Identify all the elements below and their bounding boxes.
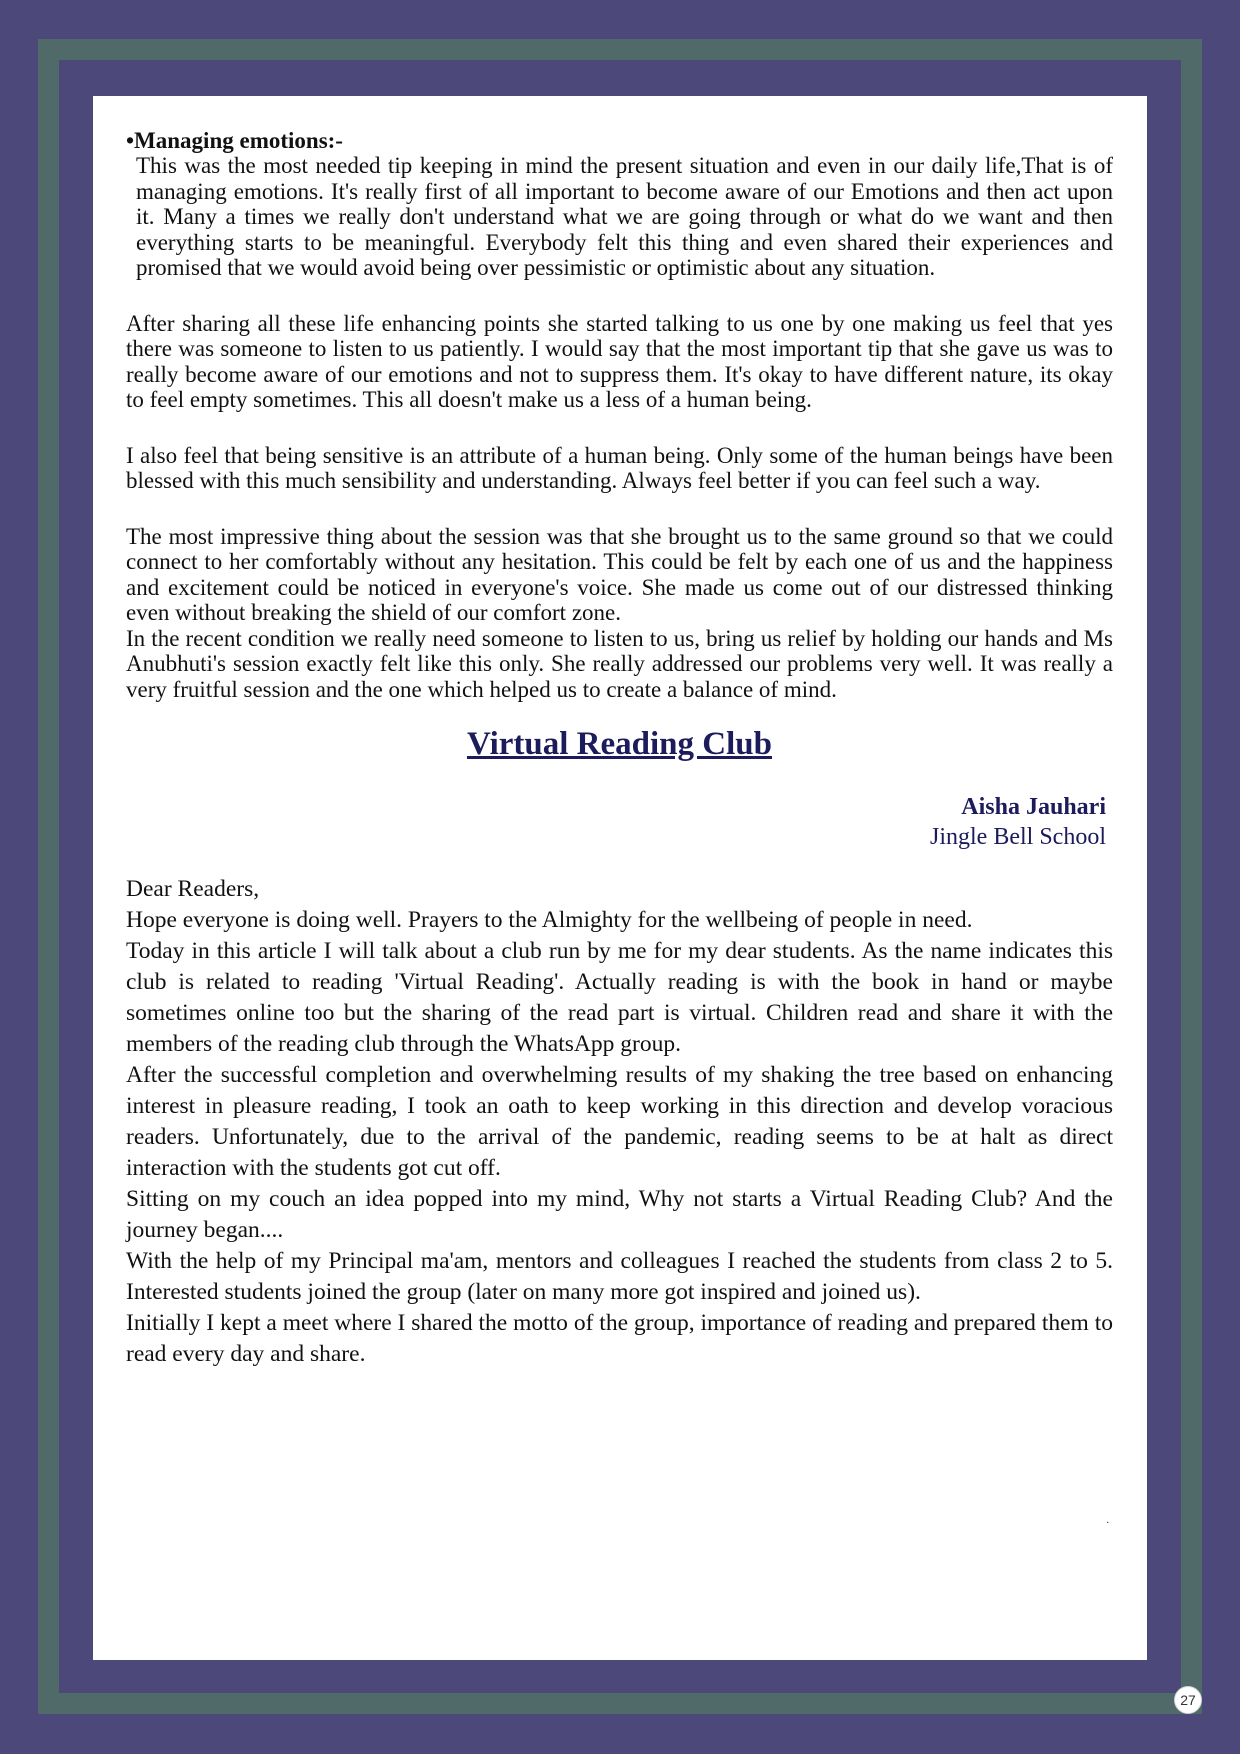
paragraph-impressive-session: The most impressive thing about the session was that she brought us to the same ground so that we could connect to her comfortably without any hesitation. This could be felt by each one of us and the happiness and excitement could be noticed in everyone's voice. She made us come out of our distressed thinking even without breaking the shield of our comfort zone.	[126, 523, 1113, 625]
paragraph-recent-condition: In the recent condition we really need someone to listen to us, bring us relief by holding our hands and Ms Anubhuti's session exactly felt like this only. She really addressed our problems very well. It was really a very fruitful session and the one which helped us to create a balance of mind.	[126, 625, 1113, 702]
article-paragraph: Hope everyone is doing well. Prayers to the Almighty for the wellbeing of people in need.	[126, 907, 973, 933]
article-paragraph: With the help of my Principal ma'am, mentors and colleagues I reached the students from class 2 to 5. Interested students joined the group (later on many more got inspired and joined us).	[126, 1248, 1113, 1305]
document-page	[93, 96, 1147, 1660]
article-paragraph: Initially I kept a meet where I shared the motto of the group, importance of reading and prepared them to read every day and share.	[126, 1310, 1113, 1367]
managing-emotions-heading: •Managing emotions:-	[126, 128, 343, 153]
article-title: Virtual Reading Club	[467, 726, 772, 762]
article-paragraph: Sitting on my couch an idea popped into my mind, Why not starts a Virtual Reading Club? And the journey began....	[126, 1186, 1113, 1243]
article-paragraph: After the successful completion and overwhelming results of my shaking the tree based on enhancing interest in pleasure reading, I took an oath to keep working in this direction and develop voracious readers. Unfortunately, due to the arrival of the pandemic, reading seems to be at halt as direct interaction with the students got cut off.	[126, 1062, 1113, 1181]
article-body	[126, 874, 1113, 1370]
page-number-badge: 27	[1174, 1686, 1202, 1714]
managing-emotions-body: This was the most needed tip keeping in mind the present situation and even in our daily life,That is of managing emotions. It's really first of all important to become aware of our Emotions and then act upon it. Many a times we really don't understand what we are going through or what do we want and then everything starts to be meaningful. Everybody felt this thing and even shared their experiences and promised that we would avoid being over pessimistic or optimistic about any situation.	[136, 153, 1113, 280]
salutation: Dear Readers,	[126, 876, 260, 902]
stray-mark: .	[1106, 1515, 1109, 1526]
author-name: Aisha Jauhari	[961, 794, 1106, 820]
article-paragraph: Today in this article I will talk about a club run by me for my dear students. As the name indicates this club is related to reading 'Virtual Reading'. Actually reading is with the book in hand or maybe sometimes online too but the sharing of the read part is virtual. Children read and share it with the members of the reading club through the WhatsApp group.	[126, 938, 1113, 1057]
paragraph-listening: After sharing all these life enhancing points she started talking to us one by one making us feel that yes there was someone to listen to us patiently. I would say that the most important tip that she gave us was to really become aware of our emotions and not to suppress them. It's okay to have different nature, its okay to feel empty sometimes. This all doesn't make us a less of a human being.	[126, 310, 1113, 412]
paragraph-sensitivity: I also feel that being sensitive is an attribute of a human being. Only some of the human beings have been blessed with this much sensibility and understanding. Always feel better if you can feel such a way.	[126, 442, 1113, 493]
managing-emotions-section	[126, 128, 1113, 281]
author-school: Jingle Bell School	[930, 824, 1106, 850]
article-byline	[126, 792, 1106, 852]
